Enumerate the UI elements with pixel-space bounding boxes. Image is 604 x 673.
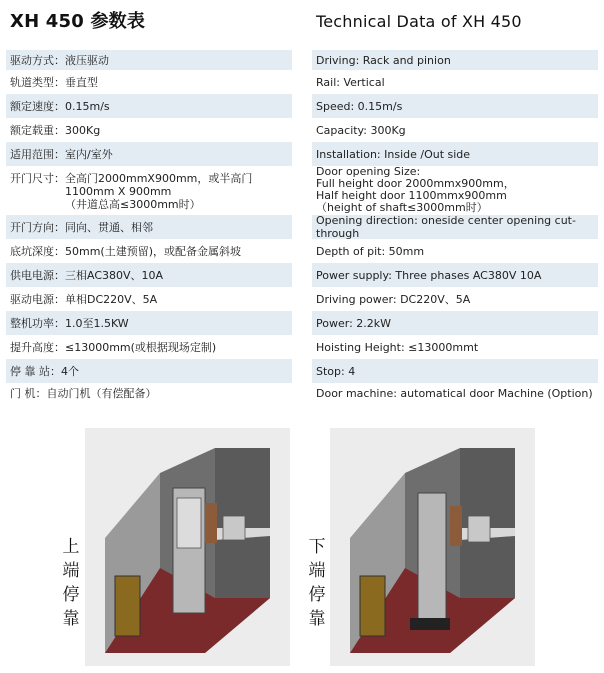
spec-row bbox=[6, 118, 292, 142]
upper-stop-label: 上 端 停 靠 bbox=[62, 537, 80, 629]
lower-stop-illustration bbox=[330, 428, 535, 666]
spec-row: Installation: Inside /Out side bbox=[312, 142, 598, 166]
chinese-spec-column bbox=[6, 0, 292, 400]
spec-label: 开门方向： bbox=[10, 220, 65, 234]
spec-row: Rail: Vertical bbox=[316, 75, 385, 89]
spec-row: Hoisting Height: ≤13000mmt bbox=[316, 340, 479, 354]
lower-stop-label: 下 端 停 靠 bbox=[308, 537, 326, 629]
spec-value: 单相DC220V、5A bbox=[65, 292, 158, 306]
chinese-spec-rows bbox=[6, 50, 292, 404]
spec-value: ≤13000mm(或根据现场定制) bbox=[65, 340, 217, 354]
spec-label: 驱动电源： bbox=[10, 292, 65, 306]
spec-row: Driving power: DC220V、5A bbox=[316, 292, 471, 306]
spec-row bbox=[6, 335, 292, 359]
spec-label: 底坑深度： bbox=[10, 244, 65, 258]
spec-value: 垂直型 bbox=[65, 75, 98, 89]
spec-label: 整机功率： bbox=[10, 316, 65, 330]
spec-value: 自动门机（有偿配备） bbox=[46, 387, 157, 400]
spec-label: 轨道类型： bbox=[10, 75, 65, 89]
spec-row: Door opening Size: Full height door 2000mmx900mm， Half height door 1100mmx900mm （height of shaft≤3000mm时） bbox=[316, 165, 515, 214]
spec-label: 供电电源： bbox=[10, 268, 65, 282]
spec-label: 驱动方式： bbox=[10, 53, 65, 67]
spec-row bbox=[6, 215, 292, 239]
spec-value: 室内/室外 bbox=[65, 147, 113, 161]
spec-label: 适用范围： bbox=[10, 147, 65, 161]
spec-row: Depth of pit: 50mm bbox=[316, 244, 425, 258]
spec-row bbox=[6, 70, 292, 94]
spec-row: Driving: Rack and pinion bbox=[312, 50, 598, 70]
spec-label: 提升高度： bbox=[10, 340, 65, 354]
spec-row bbox=[6, 50, 292, 70]
spec-label: 额定载重： bbox=[10, 123, 65, 137]
spec-value: 50mm(土建预留)，或配备金属斜坡 bbox=[65, 244, 242, 258]
english-title: Technical Data of XH 450 bbox=[316, 12, 522, 31]
spec-value: 同向、贯通、相邻 bbox=[65, 220, 153, 234]
spec-value: 1.0至1.5KW bbox=[65, 316, 129, 330]
spec-label: 门 机： bbox=[10, 387, 47, 400]
spec-row bbox=[6, 94, 292, 118]
spec-label: 开门尺寸： bbox=[10, 172, 65, 185]
spec-row bbox=[6, 383, 292, 404]
spec-row: Door machine: automatical door Machine (Option) bbox=[316, 387, 593, 400]
spec-value: 液压驱动 bbox=[65, 53, 109, 67]
spec-row bbox=[6, 239, 292, 263]
spec-label: 额定速度： bbox=[10, 99, 65, 113]
spec-row: Power supply: Three phases AC380V 10A bbox=[312, 263, 598, 287]
spec-row bbox=[6, 142, 292, 166]
spec-row: Capacity: 300Kg bbox=[316, 123, 406, 137]
english-spec-rows bbox=[312, 50, 598, 404]
spec-row: Stop: 4 bbox=[312, 359, 598, 383]
spec-value: 300Kg bbox=[65, 123, 101, 137]
spec-row bbox=[6, 166, 292, 215]
spec-label: 停 靠 站： bbox=[10, 364, 61, 378]
spec-row: Speed: 0.15m/s bbox=[312, 94, 598, 118]
spec-row bbox=[6, 263, 292, 287]
upper-stop-illustration bbox=[85, 428, 290, 666]
spec-row bbox=[6, 311, 292, 335]
spec-row: Power: 2.2kW bbox=[312, 311, 598, 335]
english-spec-column bbox=[312, 0, 598, 400]
spec-row bbox=[6, 359, 292, 383]
spec-value: 三相AC380V、10A bbox=[65, 268, 164, 282]
spec-value: 0.15m/s bbox=[65, 99, 110, 113]
spec-row bbox=[6, 287, 292, 311]
chinese-title: XH 450 参数表 bbox=[10, 11, 146, 32]
spec-value: 全高门2000mmX900mm，或半高门 1100mm X 900mm （井道总高≤3000mm时） bbox=[65, 172, 253, 211]
spec-value: 4个 bbox=[61, 364, 79, 378]
spec-row: Opening direction: oneside center opening cut-through bbox=[312, 215, 598, 239]
